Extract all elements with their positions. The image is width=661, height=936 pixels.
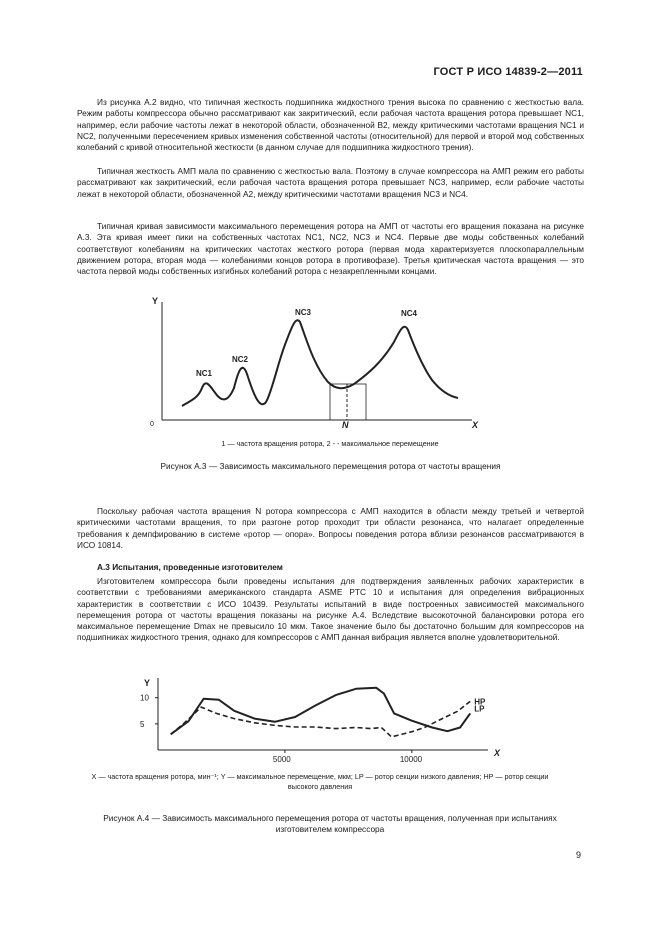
- paragraph-5: Изготовителем компрессора были проведены испытания для подтверждения заявленных рабочих характеристик в соответствии с требованиями американского стандарта ASME PTC 10 и испытания для определения вибрационных характеристик в соответствии с ИСО 10439. Результаты испытаний в виде построенных зависимостей максимального перемещения ротора от частоты вращения показаны на рисунке А.4. Вследствие высокоточной балансировки ротора его максимальное перемещение Dmax не превысило 10 мкм. Такое значение было бы достаточно большим для компрессоров на подшипниках жидкостного трения, однако для компрессоров с АМП данная вибрация является вполне удовлетворительной.: [77, 576, 584, 643]
- a3-peak-nc4: NC4: [401, 309, 418, 318]
- a3-curve: [182, 320, 458, 406]
- figure-a3: [150, 292, 485, 432]
- a3-n-label: N: [342, 420, 349, 430]
- figure-a3-title: Рисунок А.3 — Зависимость максимального перемещения ротора от частоты вращения: [160, 461, 501, 471]
- a3-operating-range: [330, 384, 366, 420]
- a4-series-label-hp: HP: [474, 697, 486, 707]
- section-title: А.3 Испытания, проведенные изготовителем: [97, 562, 283, 572]
- a4-y-label: Y: [144, 678, 151, 688]
- paragraph-4: Поскольку рабочая частота вращения N ротора компрессора с АМП находится в области между третьей и четвертой критическими частотами вращения, то при разгоне ротор проходит три области резонанса, что налагает определенные требования к демпфированию в системе «ротор — опора». Вопросы поведения ротора вблизи резонансов рассматриваются в ИСО 10814.: [77, 506, 584, 550]
- paragraph-1: Из рисунка А.2 видно, что типичная жесткость подшипника жидкостного трения высока по сравнению с жесткостью вала. Режим работы компрессора обычно рассматривают как закритический, если рабочая частота вращения ротора превышает NC1, например, если рабочие частоты лежат в некоторой области, обозначенной В2, между критическими частотами вращения NC1 и NC2, полученными пересечением кривых изменения собственной частоты (относительной) для первой и второй мод собственных колебаний с кривой относительной жесткости (в данном случае для подшипника жидкостного трения).: [77, 97, 584, 153]
- a3-peak-nc2: NC2: [232, 355, 249, 364]
- a4-series-label-lp: LP: [474, 704, 485, 714]
- a4-series-hp: [171, 701, 471, 737]
- figure-a4-legend: X — частота вращения ротора, мин⁻¹; Y — максимальное перемещение, мкм; LP — ротор секции низкого давления; HP — ротор секции высокого давления: [91, 772, 549, 791]
- a3-y-label: Y: [152, 296, 159, 306]
- a4-y-tick-label: 10: [140, 693, 149, 703]
- figure-a3-legend: 1 — частота вращения ротора, 2 - - максимальное перемещение: [221, 439, 439, 448]
- a4-y-tick-label: 5: [140, 719, 145, 729]
- document-header: ГОСТ Р ИСО 14839-2—2011: [433, 66, 583, 78]
- figure-a4-title: Рисунок А.4 — Зависимость максимального перемещения ротора от частоты вращения, полученная при испытаниях изготовителем компрессора: [103, 813, 557, 834]
- page-number: 9: [575, 850, 581, 860]
- a3-peak-nc1: NC1: [196, 369, 213, 378]
- a4-x-tick-label: 10000: [399, 755, 423, 764]
- a4-x-tick-label: 5000: [272, 755, 291, 764]
- paragraph-2: Типичная жесткость АМП мала по сравнению с жесткостью вала. Поэтому в случае компрессора на АМП режим его работы рассматривают как закритический, если рабочая частота вращения ротора превышает NC3, например, если рабочие частоты лежат в некоторой области, обозначенной А2, между критическими частотами вращения NC3 и NC4.: [77, 166, 584, 199]
- a4-x-label: X: [494, 748, 501, 758]
- a3-x-label: X: [472, 420, 479, 430]
- paragraph-3: Типичная кривая зависимости максимального перемещения ротора на АМП от частоты его вращения показана на рисунке А.3. Эта кривая имеет пики на собственных частотах NC1, NC2, NC3 и NC4. Первые две моды собственных колебаний соответствуют колебаниям на критических частотах жесткого ротора (первая мода характеризуется плоскопараллельным движением ротора, вторая мода — колебаниями концов ротора в противофазе). Третья критическая частота вращения — это частота первой моды собственных изгибных колебаний ротора с незакрепленными концами.: [77, 221, 584, 277]
- a3-origin: 0: [150, 421, 154, 428]
- a3-peak-nc3: NC3: [295, 308, 312, 317]
- figure-a4-chart: [130, 676, 510, 766]
